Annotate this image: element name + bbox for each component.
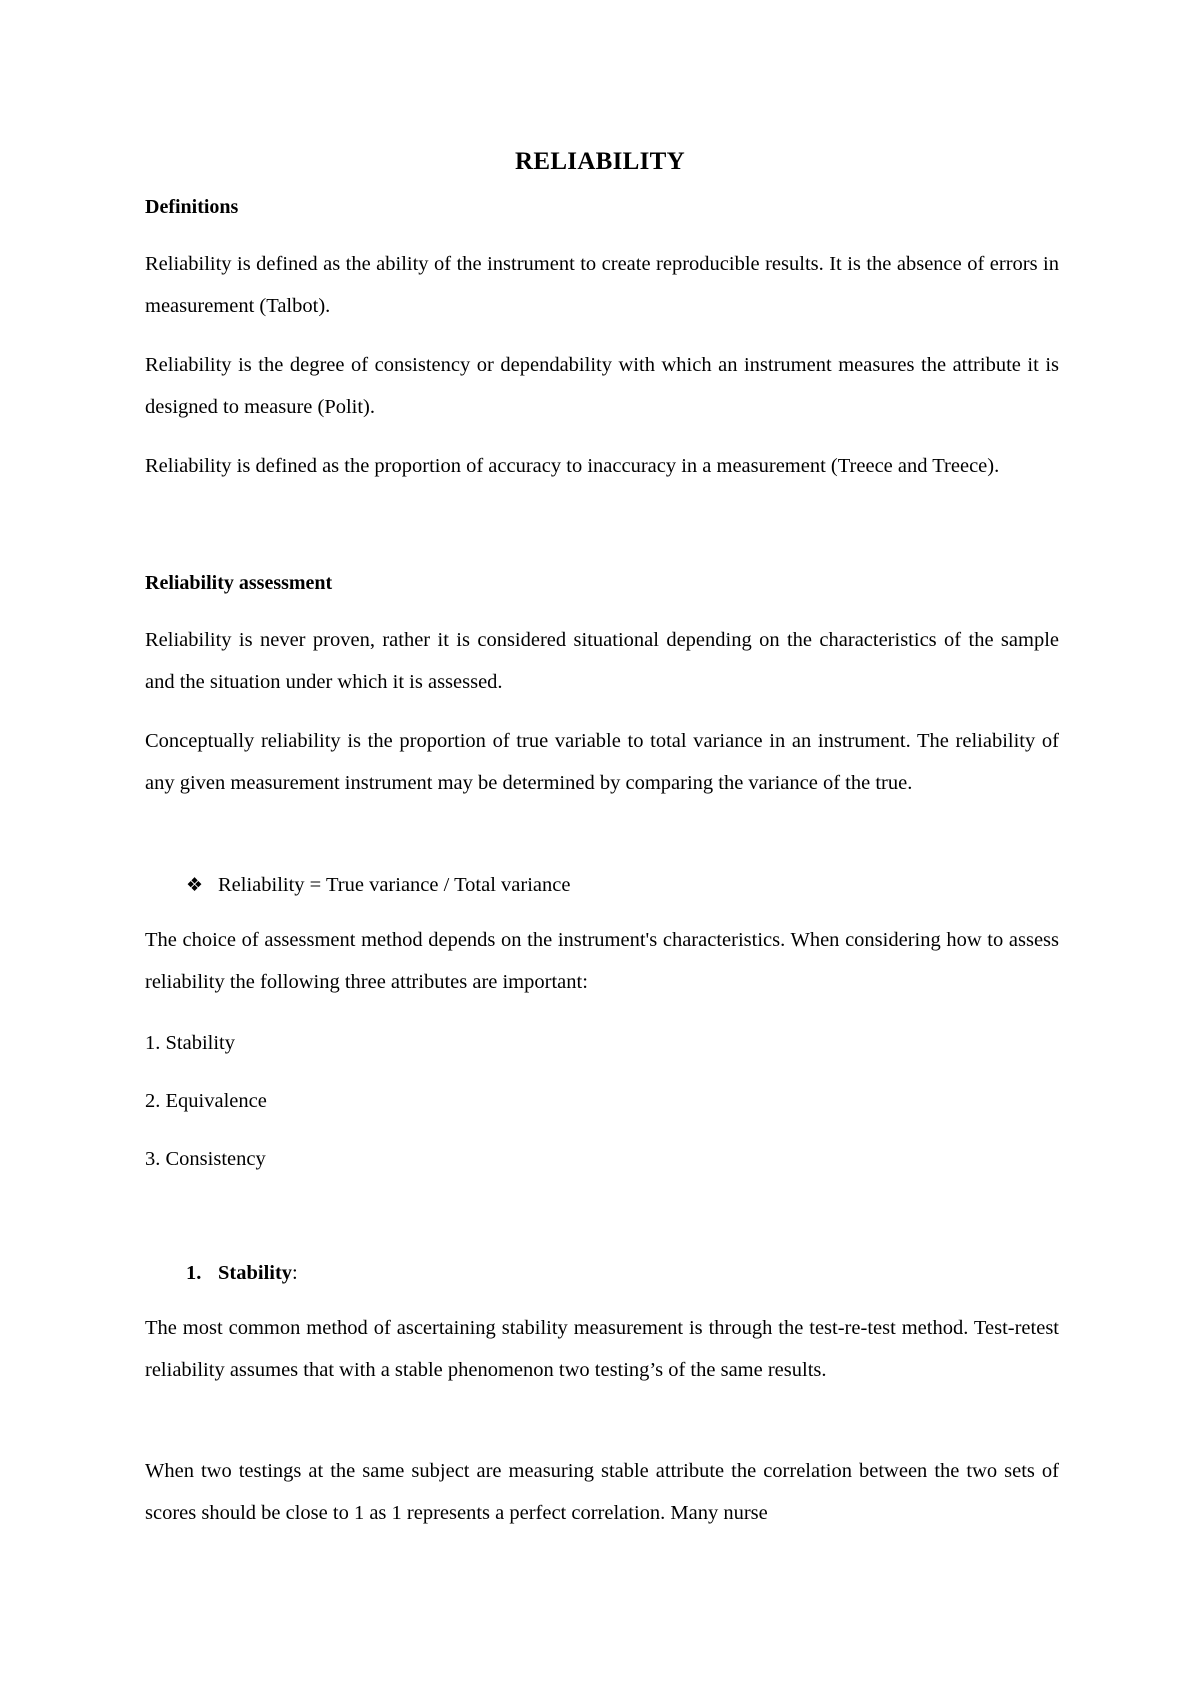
- assessment-heading: Reliability assessment: [145, 572, 333, 594]
- definition-paragraph-1: Reliability is defined as the ability of the instrument to create reproducible results. It is the absence of errors in measurement (Talbot).: [145, 253, 1059, 317]
- attribute-item-stability: 1. Stability: [145, 1032, 235, 1054]
- definition-paragraph-2: Reliability is the degree of consistency or dependability with which an instrument measures the attribute it is designed to measure (Polit).: [145, 354, 1059, 418]
- stability-paragraph-1: The most common method of ascertaining stability measurement is through the test-re-test method. Test-retest reliability assumes that with a stable phenomenon two testing’s of the same results.: [145, 1317, 1059, 1381]
- assessment-paragraph-1: Reliability is never proven, rather it is considered situational depending on the characteristics of the sample and the situation under which it is assessed.: [145, 629, 1059, 693]
- definitions-heading: Definitions: [145, 196, 239, 218]
- attribute-item-equivalence: 2. Equivalence: [145, 1090, 267, 1112]
- section-suffix: :: [292, 1262, 298, 1284]
- diamond-bullet-icon: ❖: [186, 874, 204, 896]
- section-number: 1.: [186, 1262, 202, 1284]
- formula-bullet: [186, 874, 570, 897]
- stability-section-heading: [186, 1262, 298, 1285]
- assessment-paragraph-2: Conceptually reliability is the proportion of true variable to total variance in an instrument. The reliability of any given measurement instrument may be determined by comparing the variance of the true.: [145, 730, 1059, 794]
- document-title: RELIABILITY: [514, 148, 686, 175]
- formula-text: Reliability = True variance / Total variance: [218, 874, 571, 896]
- choice-paragraph: The choice of assessment method depends on the instrument's characteristics. When considering how to assess reliability the following three attributes are important:: [145, 929, 1059, 993]
- definition-paragraph-3: Reliability is defined as the proportion of accuracy to inaccuracy in a measurement (Treece and Treece).: [145, 455, 1000, 477]
- stability-paragraph-2: When two testings at the same subject are measuring stable attribute the correlation between the two sets of scores should be close to 1 as 1 represents a perfect correlation. Many nurse: [145, 1460, 1059, 1524]
- section-label: Stability: [218, 1262, 293, 1284]
- attribute-item-consistency: 3. Consistency: [145, 1148, 266, 1170]
